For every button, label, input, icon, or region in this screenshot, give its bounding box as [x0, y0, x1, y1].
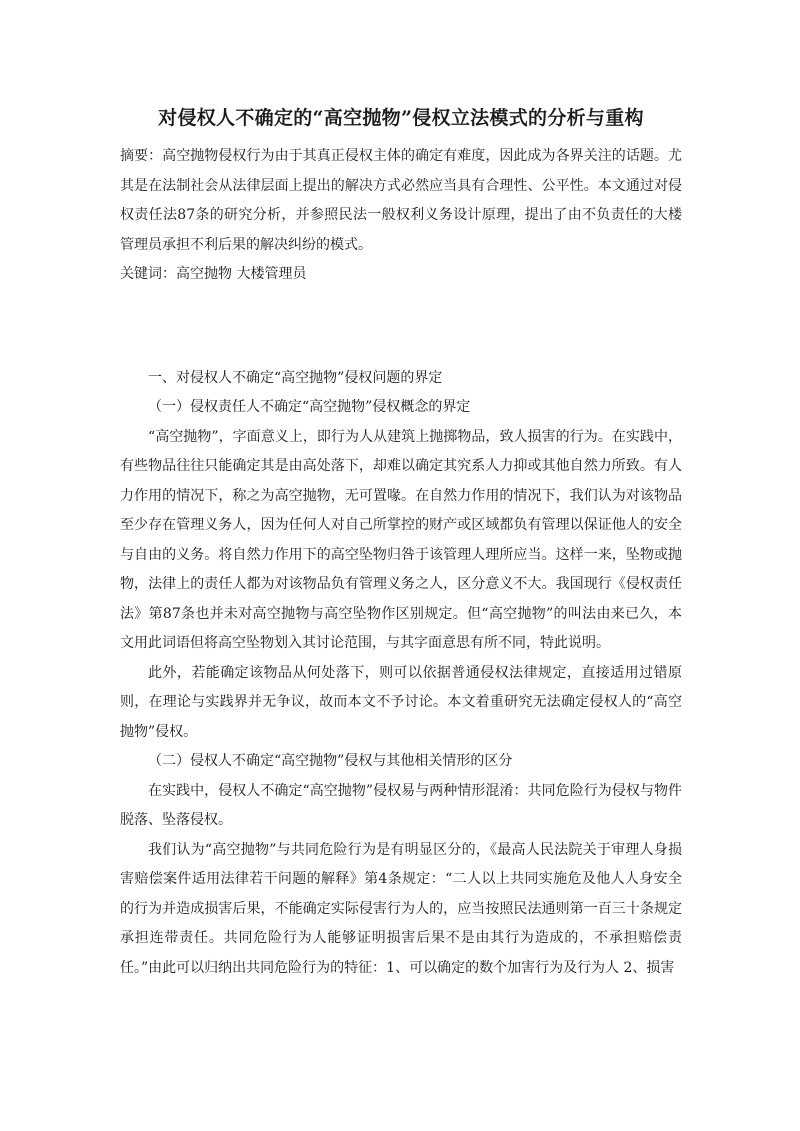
subsection-heading-1-2: （二）侵权人不确定“高空抛物”侵权与其他相关情形的区分 — [148, 753, 513, 769]
subsection-heading-1-1: （一）侵权责任人不确定“高空抛物”侵权概念的界定 — [148, 399, 471, 415]
body-paragraph-3: 在实践中，侵权人不确定“高空抛物”侵权易与两种情形混淆：共同危险行为侵权与物件脱落、坠落侵权。 — [120, 782, 682, 828]
section-spacer — [120, 290, 682, 364]
abstract-paragraph: 摘要：高空抛物侵权行为由于其真正侵权主体的确定有难度，因此成为各界关注的话题。尤其是在法制社会从法律层面上提出的解决方式必然应当具有合理性、公平性。本文通过对侵权责任法87条的研究分析，并参照民法一般权利义务设计原理，提出了由不负责任的大楼管理员承担不利后果的解决纠纷的模式。 — [120, 148, 682, 253]
section-heading-1: 一、对侵权人不确定“高空抛物”侵权问题的界定 — [148, 369, 443, 386]
body-paragraph-4: 我们认为“高空抛物”与共同危险行为是有明显区分的，《最高人民法院关于审理人身损害赔偿案件适用法律若干问题的解释》第4条规定：“二人以上共同实施危及他人人身安全的行为并造成损害后果，不能确定实际侵害行为人的，应当按照民法通则第一百三十条规定承担连带责任。共同危险行为人能够证明损害后果不是由其行为造成的，不承担赔偿责任。”由此可以归纳出共同危险行为的特征：1、可以确定的数个加害行为及行为人 2、损害 — [120, 841, 682, 976]
keywords-line: 关键词：高空抛物 大楼管理员 — [120, 266, 307, 282]
body-paragraph-1: “高空抛物”，字面意义上，即行为人从建筑上抛掷物品，致人损害的行为。在实践中，有些物品往往只能确定其是由高处落下，却难以确定其究系人力抑或其他自然力所致。有人力作用的情况下，称之为高空抛物，无可置喙。在自然力作用的情况下，我们认为对该物品至少存在管理义务人，因为任何人对自己所掌控的财产或区域都负有管理以保证他人的安全与自由的义务。将自然力作用下的高空坠物归咎于该管理人理所应当。这样一来，坠物或抛物，法律上的责任人都为对该物品负有管理义务之人，区分意义不大。我国现行《侵权责任法》第87条也并未对高空抛物与高空坠物作区别规定。但“高空抛物”的叫法由来已久，本文用此词语但将高空坠物划入其讨论范围，与其字面意思有所不同，特此说明。 — [120, 428, 682, 651]
body-paragraph-2: 此外，若能确定该物品从何处落下，则可以依据普通侵权法律规定，直接适用过错原则，在理论与实践界并无争议，故而本文不予讨论。本文着重研究无法确定侵权人的“高空抛物”侵权。 — [120, 664, 682, 740]
document-title: 对侵权人不确定的“高空抛物”侵权立法模式的分析与重构 — [158, 107, 644, 129]
document-page — [120, 100, 682, 983]
